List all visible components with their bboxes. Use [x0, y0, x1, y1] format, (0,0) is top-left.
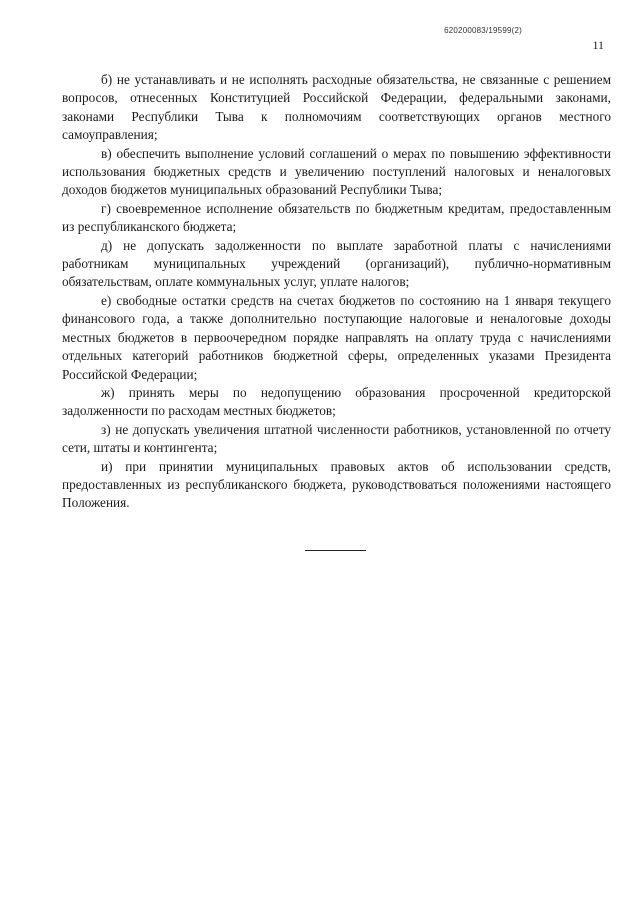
paragraph-b: б) не устанавливать и не исполнять расходные обязательства, не связанные с решением вопросов, отнесенных Конституцией Российской Федерации, федеральными законами, законами Республики Тыва к полномочиям соответствующих органов местного самоуправления;: [62, 72, 611, 143]
paragraph-e: е) свободные остатки средств на счетах бюджетов по состоянию на 1 января текущего финансового года, а также дополнительно поступающие налоговые и неналоговые доходы местных бюджетов в первоочередном порядке направлять на оплату труда с начислениями отдельных категорий работников бюджетной сферы, определенных указами Президента Российской Федерации;: [62, 292, 611, 382]
paragraph-z: з) не допускать увеличения штатной численности работников, установленной по отчету сети, штаты и контингента;: [62, 421, 611, 456]
paragraph-g: г) своевременное исполнение обязательств по бюджетным кредитам, предоставленным из республиканского бюджета;: [62, 200, 611, 235]
paragraph-i: и) при принятии муниципальных правовых актов об использовании средств, предоставленных из республиканского бюджета, руководствоваться положениями настоящего Положения.: [62, 458, 611, 511]
document-code: 620200083/19599(2): [444, 26, 522, 35]
page-number: 11: [592, 38, 604, 52]
paragraph-zh: ж) принять меры по недопущению образования просроченной кредиторской задолженности по расходам местных бюджетов;: [62, 384, 611, 419]
document-body: [62, 71, 611, 513]
paragraph-d: д) не допускать задолженности по выплате заработной платы с начислениями работникам муниципальных учреждений (организаций), публично-нормативным обязательствам, оплате коммунальных услуг, уплате налогов;: [62, 237, 611, 290]
paragraph-v: в) обеспечить выполнение условий соглашений о мерах по повышению эффективности использования бюджетных средств и увеличению поступлений налоговых и неналоговых доходов бюджетов муниципальных образований Республики Тыва;: [62, 145, 611, 198]
end-rule-divider: [305, 550, 366, 551]
